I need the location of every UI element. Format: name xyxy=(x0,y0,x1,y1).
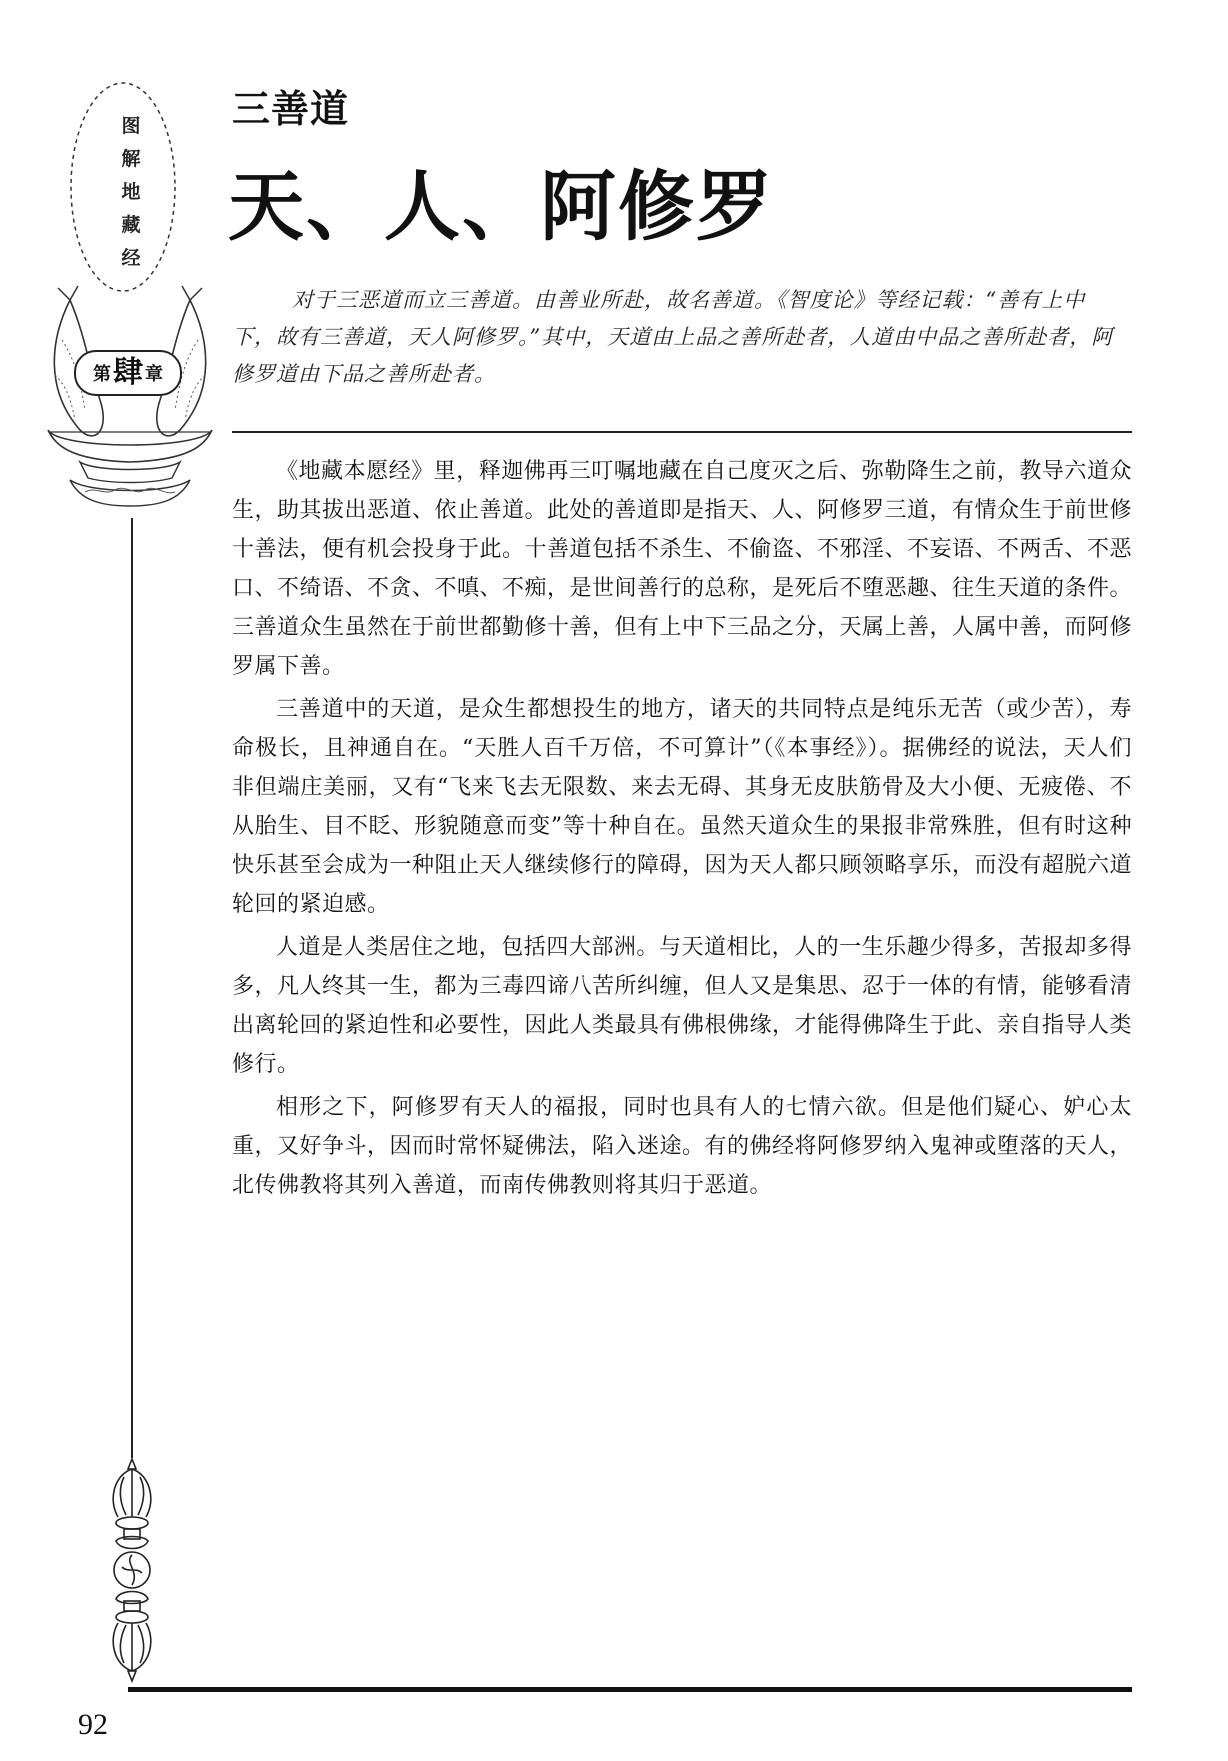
book-title-char: 解 xyxy=(121,148,141,170)
page-title: 天、人、阿修罗 xyxy=(228,162,774,251)
chapter-suffix: 章 xyxy=(145,364,163,385)
page-number: 92 xyxy=(78,1708,108,1741)
chapter-number: 肆 xyxy=(113,355,143,390)
book-title-char: 地 xyxy=(121,181,141,203)
chapter-badge xyxy=(74,350,182,396)
intro-paragraph: 对于三恶道而立三善道。由善业所赴，故名善道。《智度论》等经记载：“善有上中下，故有三善道，天人阿修罗。”其中，天道由上品之善所赴者，人道由中品之善所赴者，阿修罗道由下品之善所赴者。 xyxy=(232,288,1114,386)
body-paragraph: 人道是人类居住之地，包括四大部洲。与天道相比，人的一生乐趣少得多，苦报却多得多，凡人终其一生，都为三毒四谛八苦所纠缠，但人又是集思、忍于一体的有情，能够看清出离轮回的紧迫性和必要性，因此人类最具有佛根佛缘，才能得佛降生于此、亲自指导人类修行。 xyxy=(232,935,1133,1077)
body-paragraph: 《地藏本愿经》里，释迦佛再三叮嘱地藏在自己度灭之后、弥勒降生之前，教导六道众生，助其拔出恶道、依止善道。此处的善道即是指天、人、阿修罗三道，有情众生于前世修十善法，便有机会投身于此。十善道包括不杀生、不偷盗、不邪淫、不妄语、不两舌、不恶口、不绮语、不贪、不嗔、不痴，是世间善行的总称，是死后不堕恶趣、往生天道的条件。三善道众生虽然在于前世都勤修十善，但有上中下三品之分，天属上善，人属中善，而阿修罗属下善。 xyxy=(232,459,1133,679)
margin-vertical-rule xyxy=(131,518,133,1458)
book-title-vertical xyxy=(111,110,151,275)
section-label: 三善道 xyxy=(232,87,350,131)
book-title-char: 藏 xyxy=(121,214,141,236)
footer-rule xyxy=(128,1687,1132,1692)
body-paragraph: 三善道中的天道，是众生都想投生的地方，诸天的共同特点是纯乐无苦（或少苦），寿命极长，且神通自在。“天胜人百千万倍，不可算计”（《本事经》）。据佛经的说法，天人们非但端庄美丽，又有“飞来飞去无限数、来去无碍、其身无皮肤筋骨及大小便、无疲倦、不从胎生、目不眨、形貌随意而变”等十种自在。虽然天道众生的果报非常殊胜，但有时这种快乐甚至会成为一种阻止天人继续修行的障碍，因为天人都只顾领略享乐，而没有超脱六道轮回的紧迫感。 xyxy=(232,697,1133,917)
book-title-char: 经 xyxy=(121,247,141,269)
body-paragraph: 相形之下，阿修罗有天人的福报，同时也具有人的七情六欲。但是他们疑心、妒心太重，又好争斗，因而时常怀疑佛法，陷入迷途。有的佛经将阿修罗纳入鬼神或堕落的天人，北传佛教将其列入善道，而南传佛教则将其归于恶道。 xyxy=(232,1095,1133,1198)
twin-fish-lotus-illustration xyxy=(40,280,220,520)
body-text xyxy=(232,452,1132,1209)
vajra-icon xyxy=(100,1455,164,1685)
book-title-char: 图 xyxy=(121,115,141,137)
chapter-prefix: 第 xyxy=(93,364,111,385)
intro-divider xyxy=(232,431,1132,433)
